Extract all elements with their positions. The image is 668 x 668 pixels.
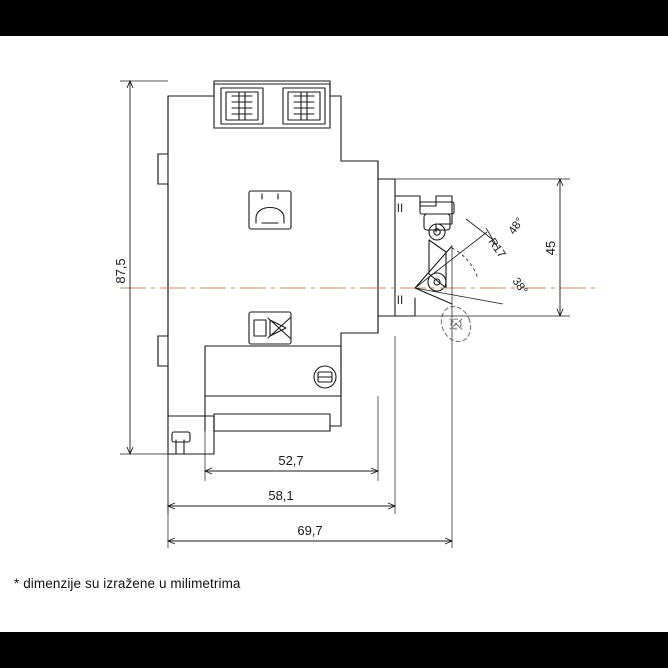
din-rail-clip-profile	[158, 96, 168, 416]
dimension-label-69-7: 69,7	[297, 523, 323, 538]
screw-icon	[314, 366, 336, 388]
lower-front-cover	[168, 346, 341, 454]
drawing-canvas	[0, 36, 668, 632]
angle-upper-label: 48°	[506, 215, 527, 237]
dimension-label-58-1: 58,1	[268, 488, 294, 503]
angle-leaders	[415, 219, 503, 304]
upper-terminal-block	[214, 84, 330, 128]
section-mark-lower-label: II	[396, 295, 404, 307]
dimension-69-7	[168, 538, 452, 544]
dimension-label-52-7: 52,7	[278, 453, 304, 468]
dimension-58-1	[168, 503, 395, 509]
toggle-lever-assembly	[395, 196, 454, 316]
dimension-52-7	[205, 468, 378, 474]
extension-lines	[120, 81, 570, 548]
letterbox-top	[0, 0, 668, 36]
section-mark-upper-label: II	[396, 203, 404, 215]
toggle-alternate-position	[436, 302, 475, 346]
dimension-label-87-5: 87,5	[113, 258, 128, 284]
crossed-terminal-symbol	[249, 312, 291, 344]
housing-front-extension	[341, 161, 395, 333]
units-footnote: * dimenzije su izražene u milimetrima	[14, 576, 241, 591]
dimension-label-45: 45	[543, 240, 558, 256]
technical-drawing	[0, 36, 668, 632]
terminal-clamp-symbol	[249, 191, 291, 229]
breaker-body-outline	[158, 81, 378, 431]
letterbox-bottom	[0, 632, 668, 668]
angle-lower-label: 38°	[509, 275, 530, 297]
radius-callout-label: R17	[485, 236, 508, 261]
